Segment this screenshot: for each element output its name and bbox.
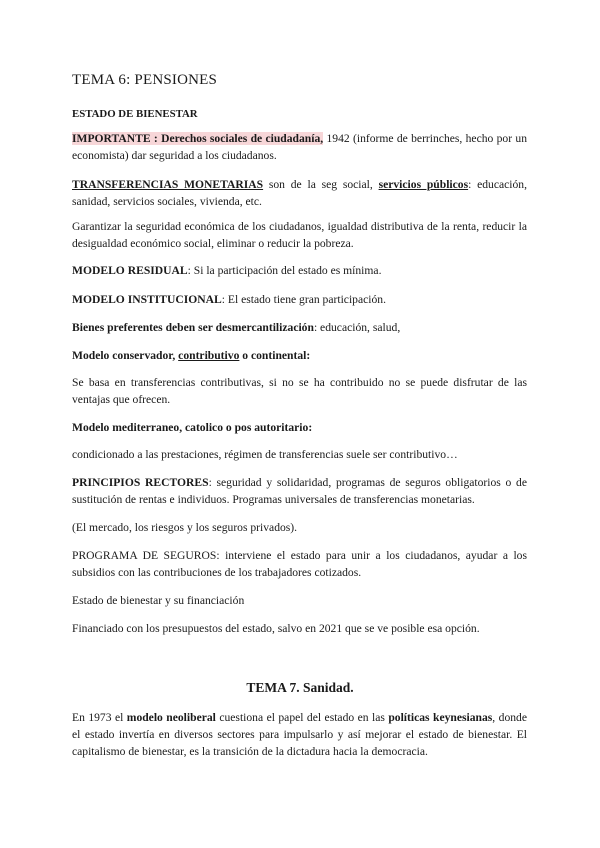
importante-label: IMPORTANTE : Derechos sociales de ciudadanía, [72,132,324,145]
tema7-text3: , donde el estado invertía en diversos sectores para impulsarlo y así mejorar el estado de bienestar. El capitalismo de bienestar, es la transición de la dictadura hacia la democracia. [72,711,527,758]
institucional-label: MODELO INSTITUCIONAL [72,293,222,306]
modelo-neoliberal-label: modelo neoliberal [126,711,216,724]
paragraph-bienes-preferentes [72,320,527,337]
paragraph-financiado: Financiado con los presupuestos del estado, salvo en 2021 que se ve posible esa opción. [72,622,480,635]
residual-label: MODELO RESIDUAL [72,264,188,277]
bienes-label: Bienes preferentes deben ser desmercantilización [72,321,314,334]
paragraph-modelo-institucional [72,292,527,309]
tema6-title: TEMA 6: PENSIONES [72,72,218,88]
paragraph-garantizar: Garantizar la seguridad económica de los ciudadanos, igualdad distributiva de la renta, reducir la desigualdad económico social, eliminar o reducir la pobreza. [72,220,527,250]
transferencias-text1: son de la seg social, [263,178,379,191]
importante-text: 1942 (informe de berrinches, hecho por un economista) dar seguridad a los ciudadanos. [72,132,527,162]
tema7-text2: cuestiona el papel del estado en las [215,711,389,724]
tema7-text1: En 1973 el [72,711,127,724]
paragraph-transferencias [72,177,527,211]
paragraph-modelo-mediterraneo: Modelo mediterraneo, catolico o pos autoritario: [72,421,313,434]
paragraph-modelo-conservador [72,348,527,365]
paragraph-modelo-residual [72,263,527,280]
transferencias-label: TRANSFERENCIAS MONETARIAS [72,178,264,191]
tema6-subtitle: ESTADO DE BIENESTAR [72,108,198,120]
politicas-keynesianas-label: políticas keynesianas [388,711,493,724]
transferencias-text2: : educación, sanidad, servicios sociales, vivienda, etc. [72,178,527,208]
institucional-text: : El estado tiene gran participación. [221,293,386,306]
principios-text: : seguridad y solidaridad, programas de seguros obligatorios o de sustitución de rentas e individuos. Programas universales de transferencias monetarias. [72,476,527,506]
bienes-text: : educación, salud, [313,321,401,334]
tema7-title: TEMA 7. Sanidad. [246,680,354,695]
servicios-publicos-label: servicios públicos [378,178,469,191]
paragraph-tema7 [72,710,527,760]
paragraph-mercado: (El mercado, los riesgos y los seguros privados). [72,521,298,534]
contributivo-label: contributivo [178,349,240,362]
paragraph-condicionado: condicionado a las prestaciones, régimen de transferencias suele ser contributivo… [72,448,458,461]
conservador-label1: Modelo conservador, [72,349,179,362]
paragraph-programa-seguros: PROGRAMA DE SEGUROS: interviene el estado para unir a los ciudadanos, ayudar a los subsidios con las contribuciones de los trabajadores cotizados. [72,549,527,579]
paragraph-principios-rectores [72,475,527,509]
residual-text: : Si la participación del estado es mínima. [187,264,382,277]
paragraph-estado-bienestar: Estado de bienestar y su financiación [72,594,245,607]
paragraph-se-basa: Se basa en transferencias contributivas, si no se ha contribuido no se puede disfrutar de las ventajas que ofrecen. [72,376,527,406]
conservador-label3: o continental: [239,349,311,362]
paragraph-importante [72,131,527,165]
principios-label: PRINCIPIOS RECTORES [72,476,209,489]
